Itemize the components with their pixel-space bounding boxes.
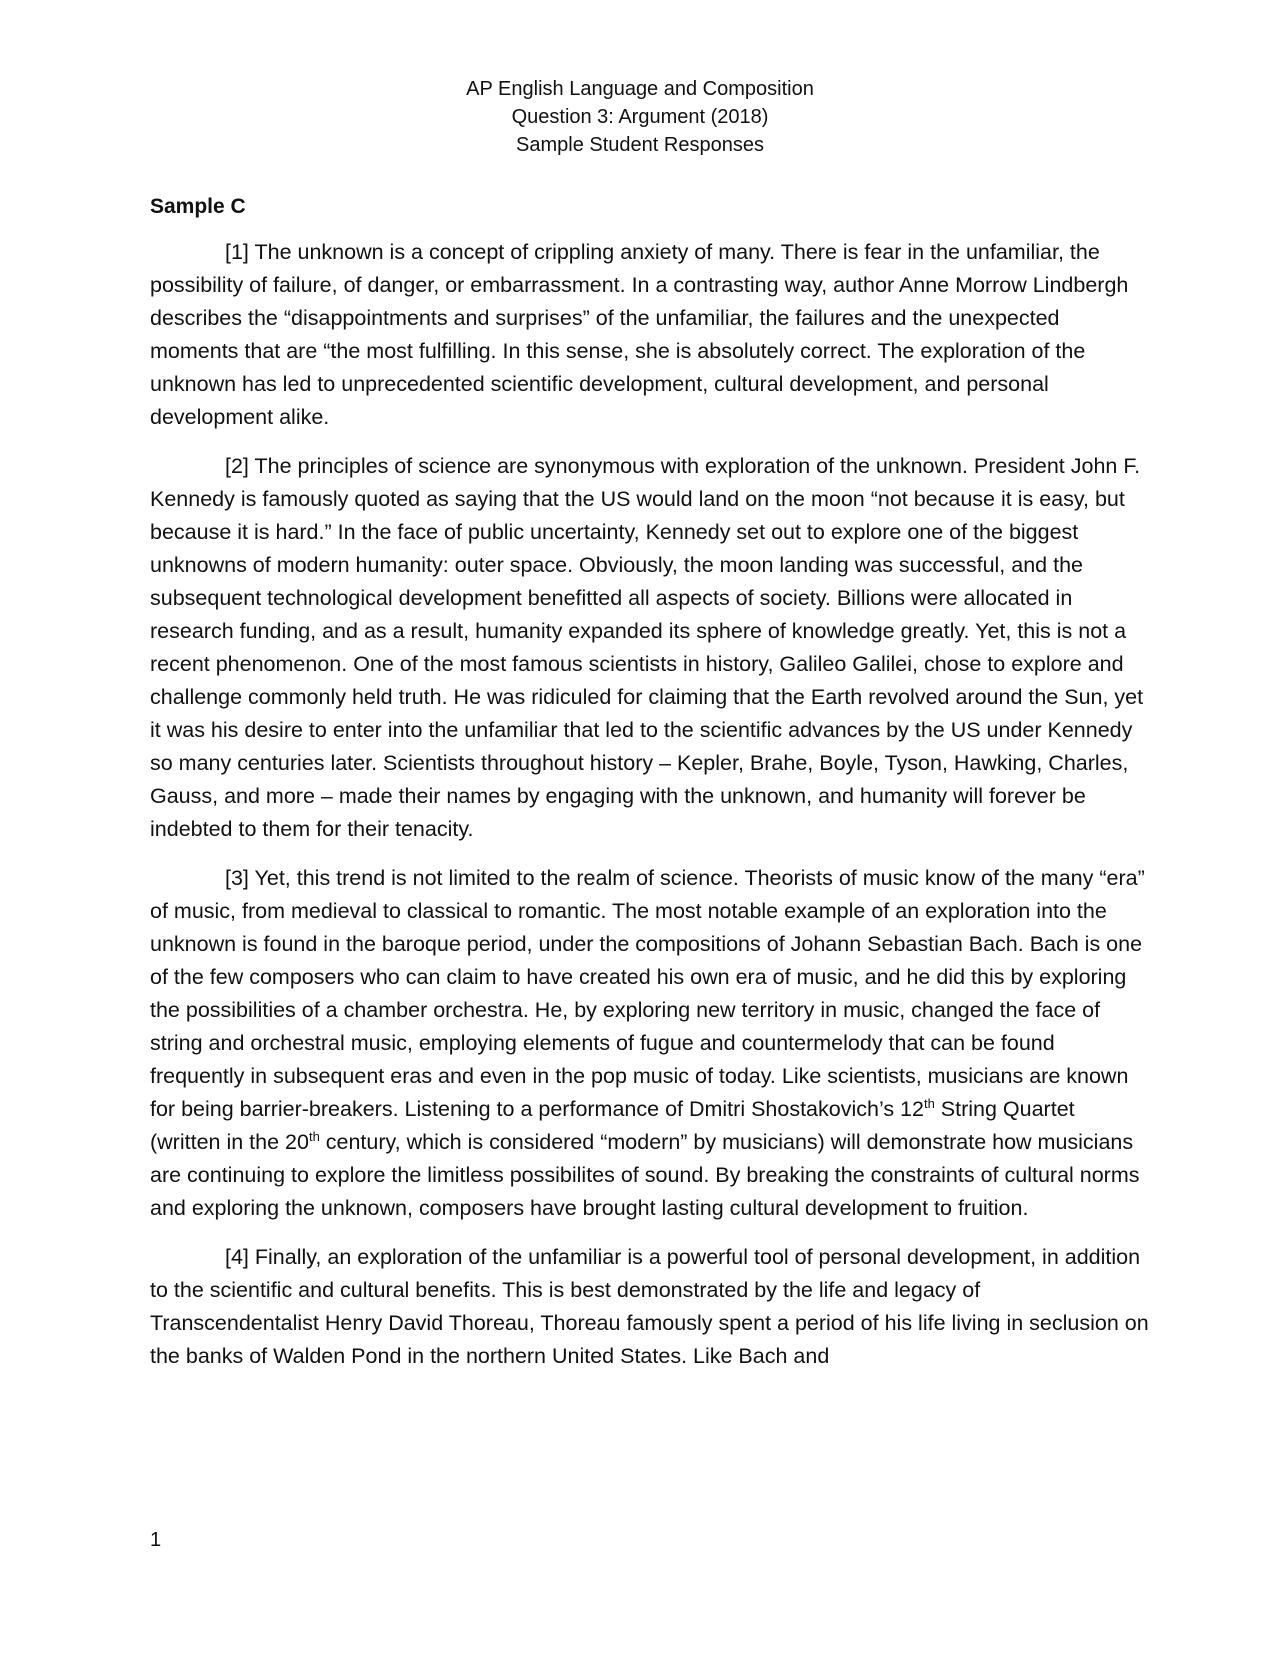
essay-body	[150, 236, 1150, 1389]
header-course-title: AP English Language and Composition	[466, 78, 814, 100]
header-question-title: Question 3: Argument (2018)	[511, 106, 769, 128]
paragraph-3-text-c: century, which is considered “modern” by musicians) will demonstrate how musicians are continuing to explore the limitless possibilites of sound. By breaking the constraints of cultural norms and exploring the unknown, composers have brought lasting cultural development to fruition.	[150, 1130, 1140, 1220]
sample-title: Sample C	[150, 195, 246, 218]
paragraph-4: [4] Finally, an exploration of the unfamiliar is a powerful tool of personal development, in addition to the scientific and cultural benefits. This is best demonstrated by the life and legacy of Transcendentalist Henry David Thoreau, Thoreau famously spent a period of his life living in seclusion on the banks of Walden Pond in the northern United States. Like Bach and	[150, 1245, 1149, 1368]
paragraph-2: [2] The principles of science are synonymous with exploration of the unknown. President John F. Kennedy is famously quoted as saying that the US would land on the moon “not because it is easy, but because it is hard.” In the face of public uncertainty, Kennedy set out to explore one of the biggest unknowns of modern humanity: outer space. Obviously, the moon landing was successful, and the subsequent technological development benefitted all aspects of society. Billions were allocated in research funding, and as a result, humanity expanded its sphere of knowledge greatly. Yet, this is not a recent phenomenon. One of the most famous scientists in history, Galileo Galilei, chose to explore and challenge commonly held truth. He was ridiculed for claiming that the Earth revolved around the Sun, yet it was his desire to enter into the unfamiliar that led to the scientific advances by the US under Kennedy so many centuries later. Scientists throughout history – Kepler, Brahe, Boyle, Tyson, Hawking, Charles, Gauss, and more – made their names by engaging with the unknown, and humanity will forever be indebted to them for their tenacity.	[150, 454, 1144, 841]
document-header	[0, 75, 1280, 159]
ordinal-superscript: th	[923, 1096, 935, 1111]
paragraph-1: [1] The unknown is a concept of crippling anxiety of many. There is fear in the unfamiliar, the possibility of failure, of danger, or embarrassment. In a contrasting way, author Anne Morrow Lindbergh describes the “disappointments and surprises” of the unfamiliar, the failures and the unexpected moments that are “the most fulfilling. In this sense, she is absolutely correct. The exploration of the unknown has led to unprecedented scientific development, cultural development, and personal development alike.	[150, 240, 1129, 429]
paragraph-3-text-a: [3] Yet, this trend is not limited to the realm of science. Theorists of music know of the many “era” of music, from medieval to classical to romantic. The most notable example of an exploration into the unknown is found in the baroque period, under the compositions of Johann Sebastian Bach. Bach is one of the few composers who can claim to have created his own era of music, and he did this by exploring the possibilities of a chamber orchestra. He, by exploring new territory in music, changed the face of string and orchestral music, employing elements of fugue and countermelody that can be found frequently in subsequent eras and even in the pop music of today. Like scientists, musicians are known for being barrier-breakers. Listening to a performance of Dmitri Shostakovich’s 12	[150, 866, 1145, 1121]
ordinal-superscript: th	[308, 1129, 320, 1144]
page-number: 1	[150, 1529, 162, 1551]
paragraph-3	[150, 862, 1150, 1225]
header-subtitle: Sample Student Responses	[516, 134, 764, 156]
paragraph-3-text-b: String Quartet (written in the 20	[150, 1097, 1075, 1154]
